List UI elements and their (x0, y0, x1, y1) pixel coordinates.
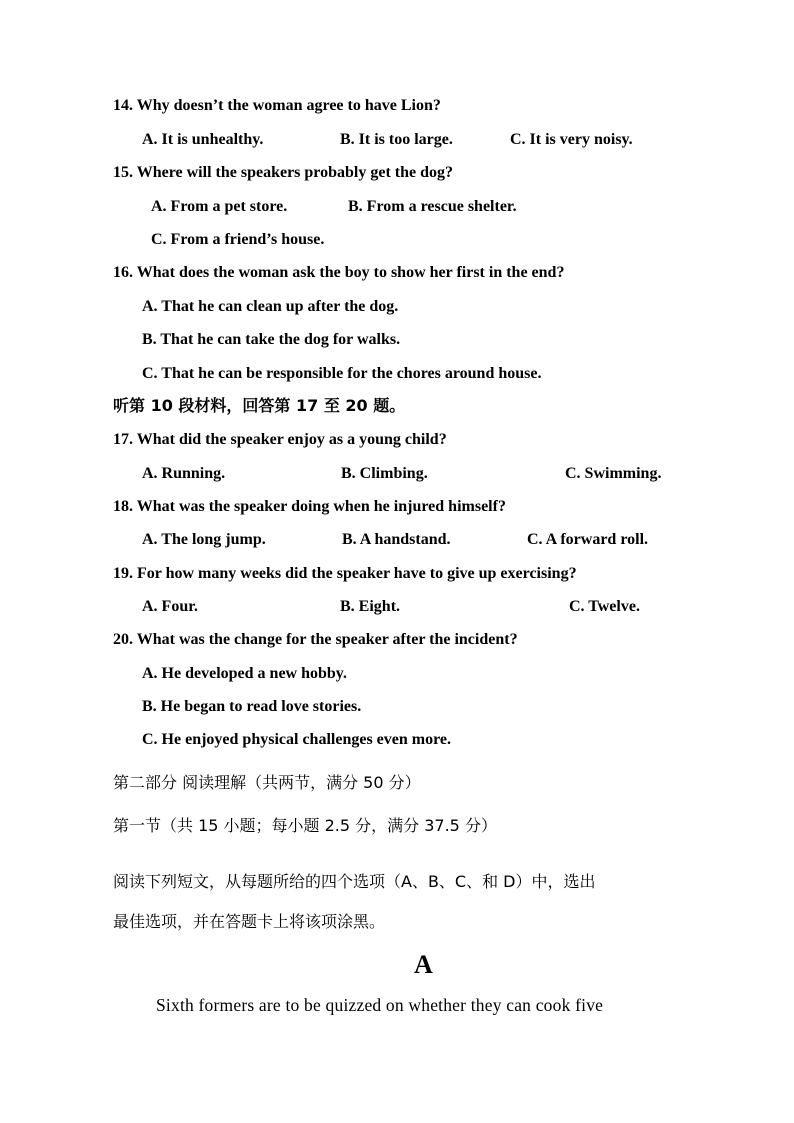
q15-option-a: A. From a pet store. (151, 198, 288, 215)
section-1-heading: 第一节（共 15 小题；每小题 2.5 分，满分 37.5 分） (113, 816, 497, 835)
part-2-heading: 第二部分 阅读理解（共两节，满分 50 分） (113, 773, 421, 792)
q16-option-c: C. That he can be responsible for the chores around house. (142, 365, 542, 382)
q17-option-a: A. Running. (142, 465, 226, 482)
q14-option-c: C. It is very noisy. (510, 131, 633, 148)
q19-option-c: C. Twelve. (569, 598, 640, 615)
question-17: 17. What did the speaker enjoy as a young child? (113, 431, 447, 448)
q14-option-b: B. It is too large. (340, 131, 453, 148)
q17-option-b: B. Climbing. (341, 465, 428, 482)
q15-option-b: B. From a rescue shelter. (348, 198, 517, 215)
question-20: 20. What was the change for the speaker after the incident? (113, 631, 518, 648)
question-14: 14. Why doesn’t the woman agree to have Lion? (113, 97, 441, 114)
question-19: 19. For how many weeks did the speaker have to give up exercising? (113, 565, 577, 582)
q20-option-a: A. He developed a new hobby. (142, 665, 347, 682)
instruction-line-1: 阅读下列短文，从每题所给的四个选项（A、B、C、和 D）中，选出 (113, 872, 596, 891)
q16-option-a: A. That he can clean up after the dog. (142, 298, 399, 315)
question-16: 16. What does the woman ask the boy to show her first in the end? (113, 264, 565, 281)
q18-option-b: B. A handstand. (342, 531, 451, 548)
q17-option-c: C. Swimming. (565, 465, 662, 482)
q19-option-a: A. Four. (142, 598, 198, 615)
q15-option-c: C. From a friend’s house. (151, 231, 325, 248)
passage-title: A (414, 950, 433, 979)
q18-option-a: A. The long jump. (142, 531, 266, 548)
q16-option-b: B. That he can take the dog for walks. (142, 331, 401, 348)
q20-option-c: C. He enjoyed physical challenges even more. (142, 731, 452, 748)
question-15: 15. Where will the speakers probably get the dog? (113, 164, 454, 181)
q14-option-a: A. It is unhealthy. (142, 131, 264, 148)
q19-option-b: B. Eight. (340, 598, 401, 615)
passage-first-line: Sixth formers are to be quizzed on whether they can cook five (156, 995, 604, 1015)
q20-option-b: B. He began to read love stories. (142, 698, 362, 715)
question-18: 18. What was the speaker doing when he injured himself? (113, 498, 506, 515)
section-10-instruction: 听第 10 段材料，回答第 17 至 20 题。 (113, 396, 406, 415)
q18-option-c: C. A forward roll. (527, 531, 649, 548)
instruction-line-2: 最佳选项，并在答题卡上将该项涂黑。 (113, 912, 386, 931)
